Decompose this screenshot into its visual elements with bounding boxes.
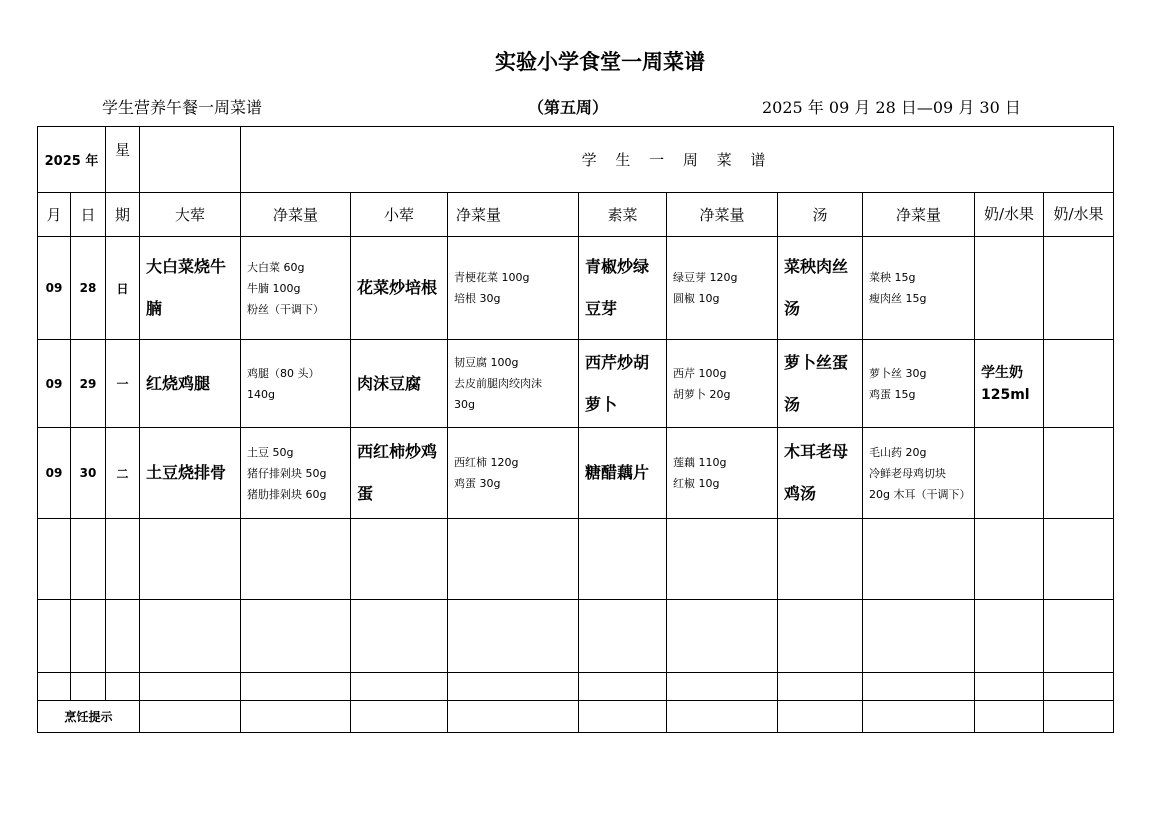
menu-table xyxy=(37,126,1114,733)
veg-qty-cell xyxy=(667,428,778,519)
qty-line: 西芹 100g xyxy=(673,366,727,380)
small-dish-cell: 肉沫豆腐 xyxy=(351,340,448,428)
month-header: 月 xyxy=(38,193,71,237)
week-label: （第五周） xyxy=(528,98,609,117)
subtitle-left: 学生营养午餐一周菜谱 xyxy=(102,98,263,117)
date-range: 2025 年 09 月 28 日—09 月 30 日 xyxy=(762,98,1021,117)
empty-row xyxy=(38,673,1114,701)
cooking-tips-label: 烹饪提示 xyxy=(38,701,140,733)
soup-dish-cell: 菜秧肉丝汤 xyxy=(778,237,863,340)
big-qty-cell xyxy=(241,340,351,428)
qty-line: 鸡蛋 15g xyxy=(869,387,916,401)
milk-cell-2 xyxy=(1044,340,1114,428)
qty-line: 菜秧 15g xyxy=(869,271,916,284)
qty-line: 土豆 50g xyxy=(247,445,294,459)
qty-line: 绿豆芽 120g xyxy=(673,271,738,284)
soup-dish-cell: 木耳老母鸡汤 xyxy=(778,428,863,519)
qty-header-3: 净菜量 xyxy=(667,193,778,237)
qty-line: 韧豆腐 100g xyxy=(454,356,519,369)
month-cell: 09 xyxy=(38,340,71,428)
day-cell: 29 xyxy=(71,340,106,428)
milk-cell xyxy=(975,428,1044,519)
small-dish-cell: 西红柿炒鸡蛋 xyxy=(351,428,448,519)
day-header: 日 xyxy=(71,193,106,237)
qty-header-2: 净菜量 xyxy=(448,193,579,237)
veg-qty-cell xyxy=(667,340,778,428)
big-qty-cell xyxy=(241,428,351,519)
qty-line: 鸡腿（80 头）140g xyxy=(247,366,320,401)
big-dish-cell: 大白菜烧牛腩 xyxy=(140,237,241,340)
qty-line: 莲藕 110g xyxy=(673,456,727,469)
weekday-header-top: 星 xyxy=(106,127,140,193)
qty-line: 萝卜丝 30g xyxy=(869,366,927,380)
qty-line: 30g xyxy=(454,398,475,411)
qty-line: 毛山药 20g xyxy=(869,445,927,459)
milk-cell-2 xyxy=(1044,237,1114,340)
veg-qty-cell xyxy=(667,237,778,340)
table-row xyxy=(38,340,1114,428)
year-header: 2025 年 xyxy=(38,127,106,193)
small-qty-cell xyxy=(448,340,579,428)
qty-line: 去皮前腿肉绞肉沫 xyxy=(454,377,542,390)
month-cell: 09 xyxy=(38,237,71,340)
milk-cell-2 xyxy=(1044,428,1114,519)
header-row-2 xyxy=(38,193,1114,237)
header-row-1 xyxy=(38,127,1114,193)
table-row xyxy=(38,428,1114,519)
weekday-cell: 二 xyxy=(106,428,140,519)
veg-header: 素菜 xyxy=(579,193,667,237)
page-title: 实验小学食堂一周菜谱 xyxy=(495,49,705,74)
qty-line: 猪肋排剁块 60g xyxy=(247,487,327,501)
empty-row xyxy=(38,600,1114,673)
table-row xyxy=(38,237,1114,340)
qty-line: 冷鲜老母鸡切块 xyxy=(869,466,946,480)
weekday-cell: 日 xyxy=(106,237,140,340)
big-dish-cell: 红烧鸡腿 xyxy=(140,340,241,428)
weekday-header-bottom: 期 xyxy=(106,193,140,237)
big-dish-cell: 土豆烧排骨 xyxy=(140,428,241,519)
milk-header-2: 奶/水果 xyxy=(1044,193,1114,237)
qty-line: 瘦肉丝 15g xyxy=(869,292,927,305)
small-qty-cell xyxy=(448,237,579,340)
qty-line: 培根 30g xyxy=(454,292,501,305)
veg-dish-cell: 西芹炒胡萝卜 xyxy=(579,340,667,428)
small-dish-cell: 花菜炒培根 xyxy=(351,237,448,340)
big-meat-header: 大荤 xyxy=(140,193,241,237)
qty-line: 圆椒 10g xyxy=(673,292,720,305)
soup-qty-cell xyxy=(863,237,975,340)
day-cell: 30 xyxy=(71,428,106,519)
qty-line: 鸡蛋 30g xyxy=(454,477,501,490)
menu-title-header: 学 生 一 周 菜 谱 xyxy=(241,127,1114,193)
qty-line: 西红柿 120g xyxy=(454,456,519,469)
veg-dish-cell: 青椒炒绿豆芽 xyxy=(579,237,667,340)
empty-row xyxy=(38,519,1114,600)
footer-row xyxy=(38,701,1114,733)
qty-line: 青梗花菜 100g xyxy=(454,271,530,284)
qty-line: 粉丝（干调下） xyxy=(247,302,324,316)
weekday-cell: 一 xyxy=(106,340,140,428)
soup-header: 汤 xyxy=(778,193,863,237)
blank-header-cell xyxy=(140,127,241,193)
soup-qty-cell xyxy=(863,428,975,519)
qty-line: 20g 木耳（干调下） xyxy=(869,487,971,501)
big-qty-cell xyxy=(241,237,351,340)
small-qty-cell xyxy=(448,428,579,519)
qty-line: 猪仔排剁块 50g xyxy=(247,466,327,480)
milk-cell: 学生奶125ml xyxy=(975,340,1044,428)
milk-header-1: 奶/水果 xyxy=(975,193,1044,237)
qty-header-4: 净菜量 xyxy=(863,193,975,237)
veg-dish-cell: 糖醋藕片 xyxy=(579,428,667,519)
soup-qty-cell xyxy=(863,340,975,428)
qty-header-1: 净菜量 xyxy=(241,193,351,237)
qty-line: 红椒 10g xyxy=(673,477,720,490)
qty-line: 大白菜 60g xyxy=(247,260,305,274)
milk-cell xyxy=(975,237,1044,340)
month-cell: 09 xyxy=(38,428,71,519)
qty-line: 牛腩 100g xyxy=(247,281,301,295)
small-meat-header: 小荤 xyxy=(351,193,448,237)
qty-line: 胡萝卜 20g xyxy=(673,387,731,401)
day-cell: 28 xyxy=(71,237,106,340)
soup-dish-cell: 萝卜丝蛋汤 xyxy=(778,340,863,428)
